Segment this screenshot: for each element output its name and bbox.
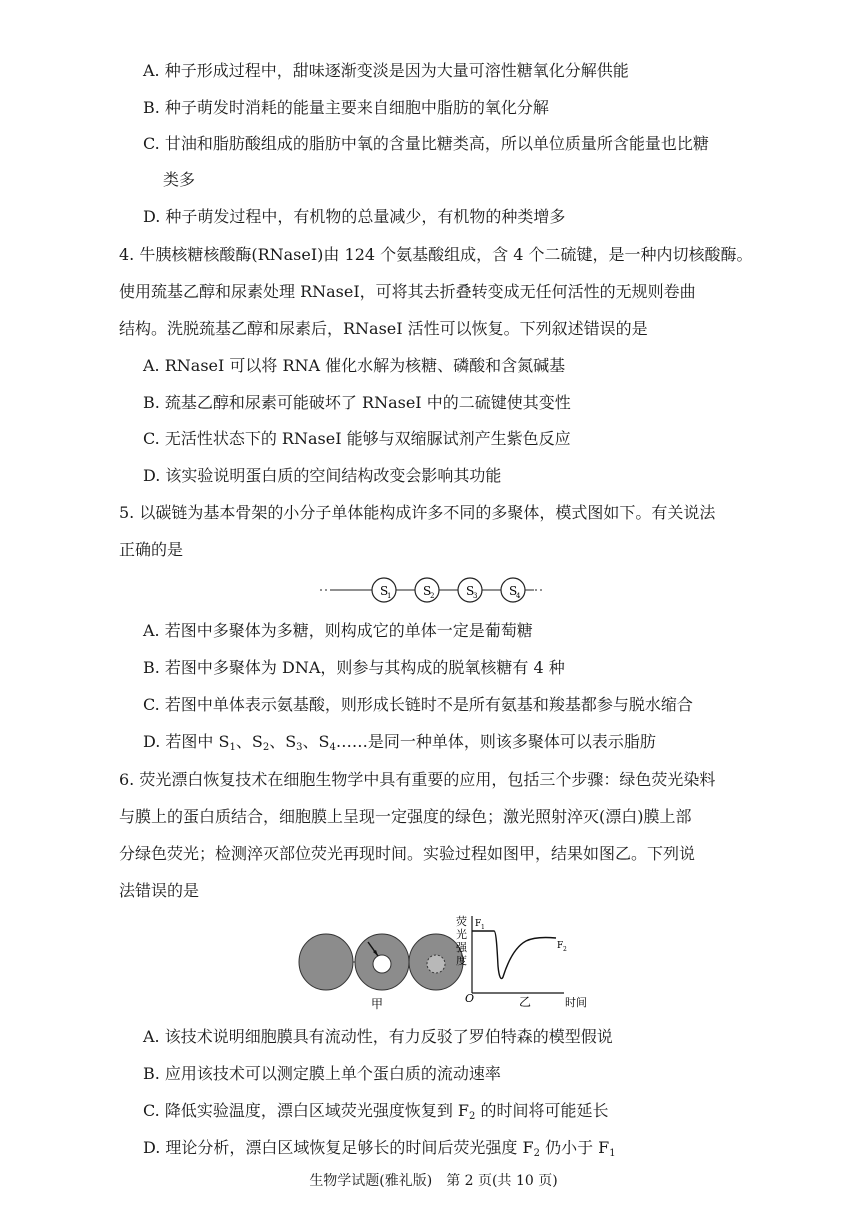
figure-label-jia: 甲 (371, 997, 384, 1011)
q5-stem-line2: 正确的是 (119, 540, 184, 559)
svg-text:光: 光 (456, 928, 467, 941)
fluorescence-curve (472, 931, 556, 979)
q4-option-b: B. 巯基乙醇和尿素可能破坏了 RNaseI 中的二硫键使其变性 (143, 393, 571, 412)
q6-option-b: B. 应用该技术可以测定膜上单个蛋白质的流动速率 (143, 1064, 501, 1083)
svg-text:S: S (423, 584, 432, 598)
svg-text:O: O (465, 992, 475, 1005)
q6-stem-line3: 分绿色荧光；检测淬灭部位荧光再现时间。实验过程如图甲，结果如图乙。下列说 (119, 844, 696, 863)
q4-stem-line1: 4. 牛胰核糖核酸酶(RNaseI)由 124 个氨基酸组成，含 4 个二硫键，是一种内切核酸酶。 (119, 245, 753, 264)
q5-option-a: A. 若图中多聚体为多糖，则构成它的单体一定是葡萄糖 (143, 621, 533, 640)
monomer-node-1 (372, 578, 396, 602)
q4-stem-line2: 使用巯基乙醇和尿素处理 RNaseI，可将其去折叠转变成无任何活性的无规则卷曲 (119, 282, 696, 301)
q6-option-d: D. 理论分析，漂白区域恢复足够长的时间后荧光强度 $F_2$ 仍小于 $F_1$ (143, 1138, 616, 1159)
cell-bleached (355, 934, 409, 990)
svg-text:S: S (380, 584, 389, 598)
svg-text:度: 度 (456, 954, 467, 967)
svg-text:3: 3 (473, 592, 478, 600)
q6-stem-line1: 6. 荧光漂白恢复技术在细胞生物学中具有重要的应用，包括三个步骤：绿色荧光染料 (119, 770, 716, 789)
svg-text:荧: 荧 (456, 915, 467, 928)
q3-option-c-line1: C. 甘油和脂肪酸组成的脂肪中氧的含量比糖类高，所以单位质量所含能量也比糖 (143, 134, 709, 153)
cell-before-bleach (299, 934, 353, 990)
svg-text:F: F (557, 941, 564, 951)
monomer-chain-diagram (320, 576, 550, 604)
q6-stem-line4: 法错误的是 (119, 881, 200, 900)
q4-option-c: C. 无活性状态下的 RNaseI 能够与双缩脲试剂产生紫色反应 (143, 429, 571, 448)
q5-option-b: B. 若图中多聚体为 DNA，则参与其构成的脱氧核糖有 4 种 (143, 658, 565, 677)
q3-option-c-line2: 类多 (163, 170, 196, 189)
page-footer: 生物学试题(雅礼版) 第 2 页(共 10 页) (309, 1173, 558, 1189)
svg-text:S: S (466, 584, 475, 598)
q6-option-c: C. 降低实验温度，漂白区域荧光强度恢复到 $F_2$ 的时间将可能延长 (143, 1101, 609, 1122)
q3-option-b: B. 种子萌发时消耗的能量主要来自细胞中脂肪的氧化分解 (143, 98, 549, 117)
q5-option-d: D. 若图中 $S_1$、$S_2$、$S_3$、$S_4\dots\dots$是同一种单体，则该多聚体可以表示脂肪 (143, 732, 656, 753)
figure-yi-graph (452, 911, 602, 1011)
q4-stem-line3: 结构。洗脱巯基乙醇和尿素后，RNaseI 活性可以恢复。下列叙述错误的是 (119, 319, 648, 338)
monomer-node-4 (501, 578, 525, 602)
monomer-node-3 (458, 578, 482, 602)
q5-option-c: C. 若图中单体表示氨基酸，则形成长链时不是所有氨基和羧基都参与脱水缩合 (143, 695, 693, 714)
q6-stem-line2: 与膜上的蛋白质结合，细胞膜上呈现一定强度的绿色；激光照射淬灭(漂白)膜上部 (119, 807, 692, 826)
figure-label-yi: 乙 (519, 995, 532, 1009)
svg-text:强: 强 (456, 941, 467, 954)
svg-text:F: F (475, 919, 482, 929)
q3-option-d: D. 种子萌发过程中，有机物的总量减少，有机物的种类增多 (143, 207, 566, 226)
q4-option-a: A. RNaseI 可以将 RNA 催化水解为核糖、磷酸和含氮碱基 (143, 356, 566, 375)
svg-text:1: 1 (387, 592, 392, 600)
figure-jia-cells (298, 932, 468, 1012)
svg-text:2: 2 (563, 946, 567, 953)
monomer-node-2 (415, 578, 439, 602)
q3-option-a: A. 种子形成过程中，甜味逐渐变淡是因为大量可溶性糖氧化分解供能 (143, 61, 629, 80)
q6-option-a: A. 该技术说明细胞膜具有流动性，有力反驳了罗伯特森的模型假说 (143, 1027, 613, 1046)
svg-text:时间: 时间 (565, 996, 587, 1009)
svg-text:2: 2 (430, 592, 435, 600)
q5-stem-line1: 5. 以碳链为基本骨架的小分子单体能构成许多不同的多聚体，模式图如下。有关说法 (119, 503, 716, 522)
svg-text:1: 1 (481, 924, 485, 931)
svg-text:4: 4 (516, 592, 521, 600)
svg-text:S: S (509, 584, 518, 598)
q4-option-d: D. 该实验说明蛋白质的空间结构改变会影响其功能 (143, 466, 502, 485)
